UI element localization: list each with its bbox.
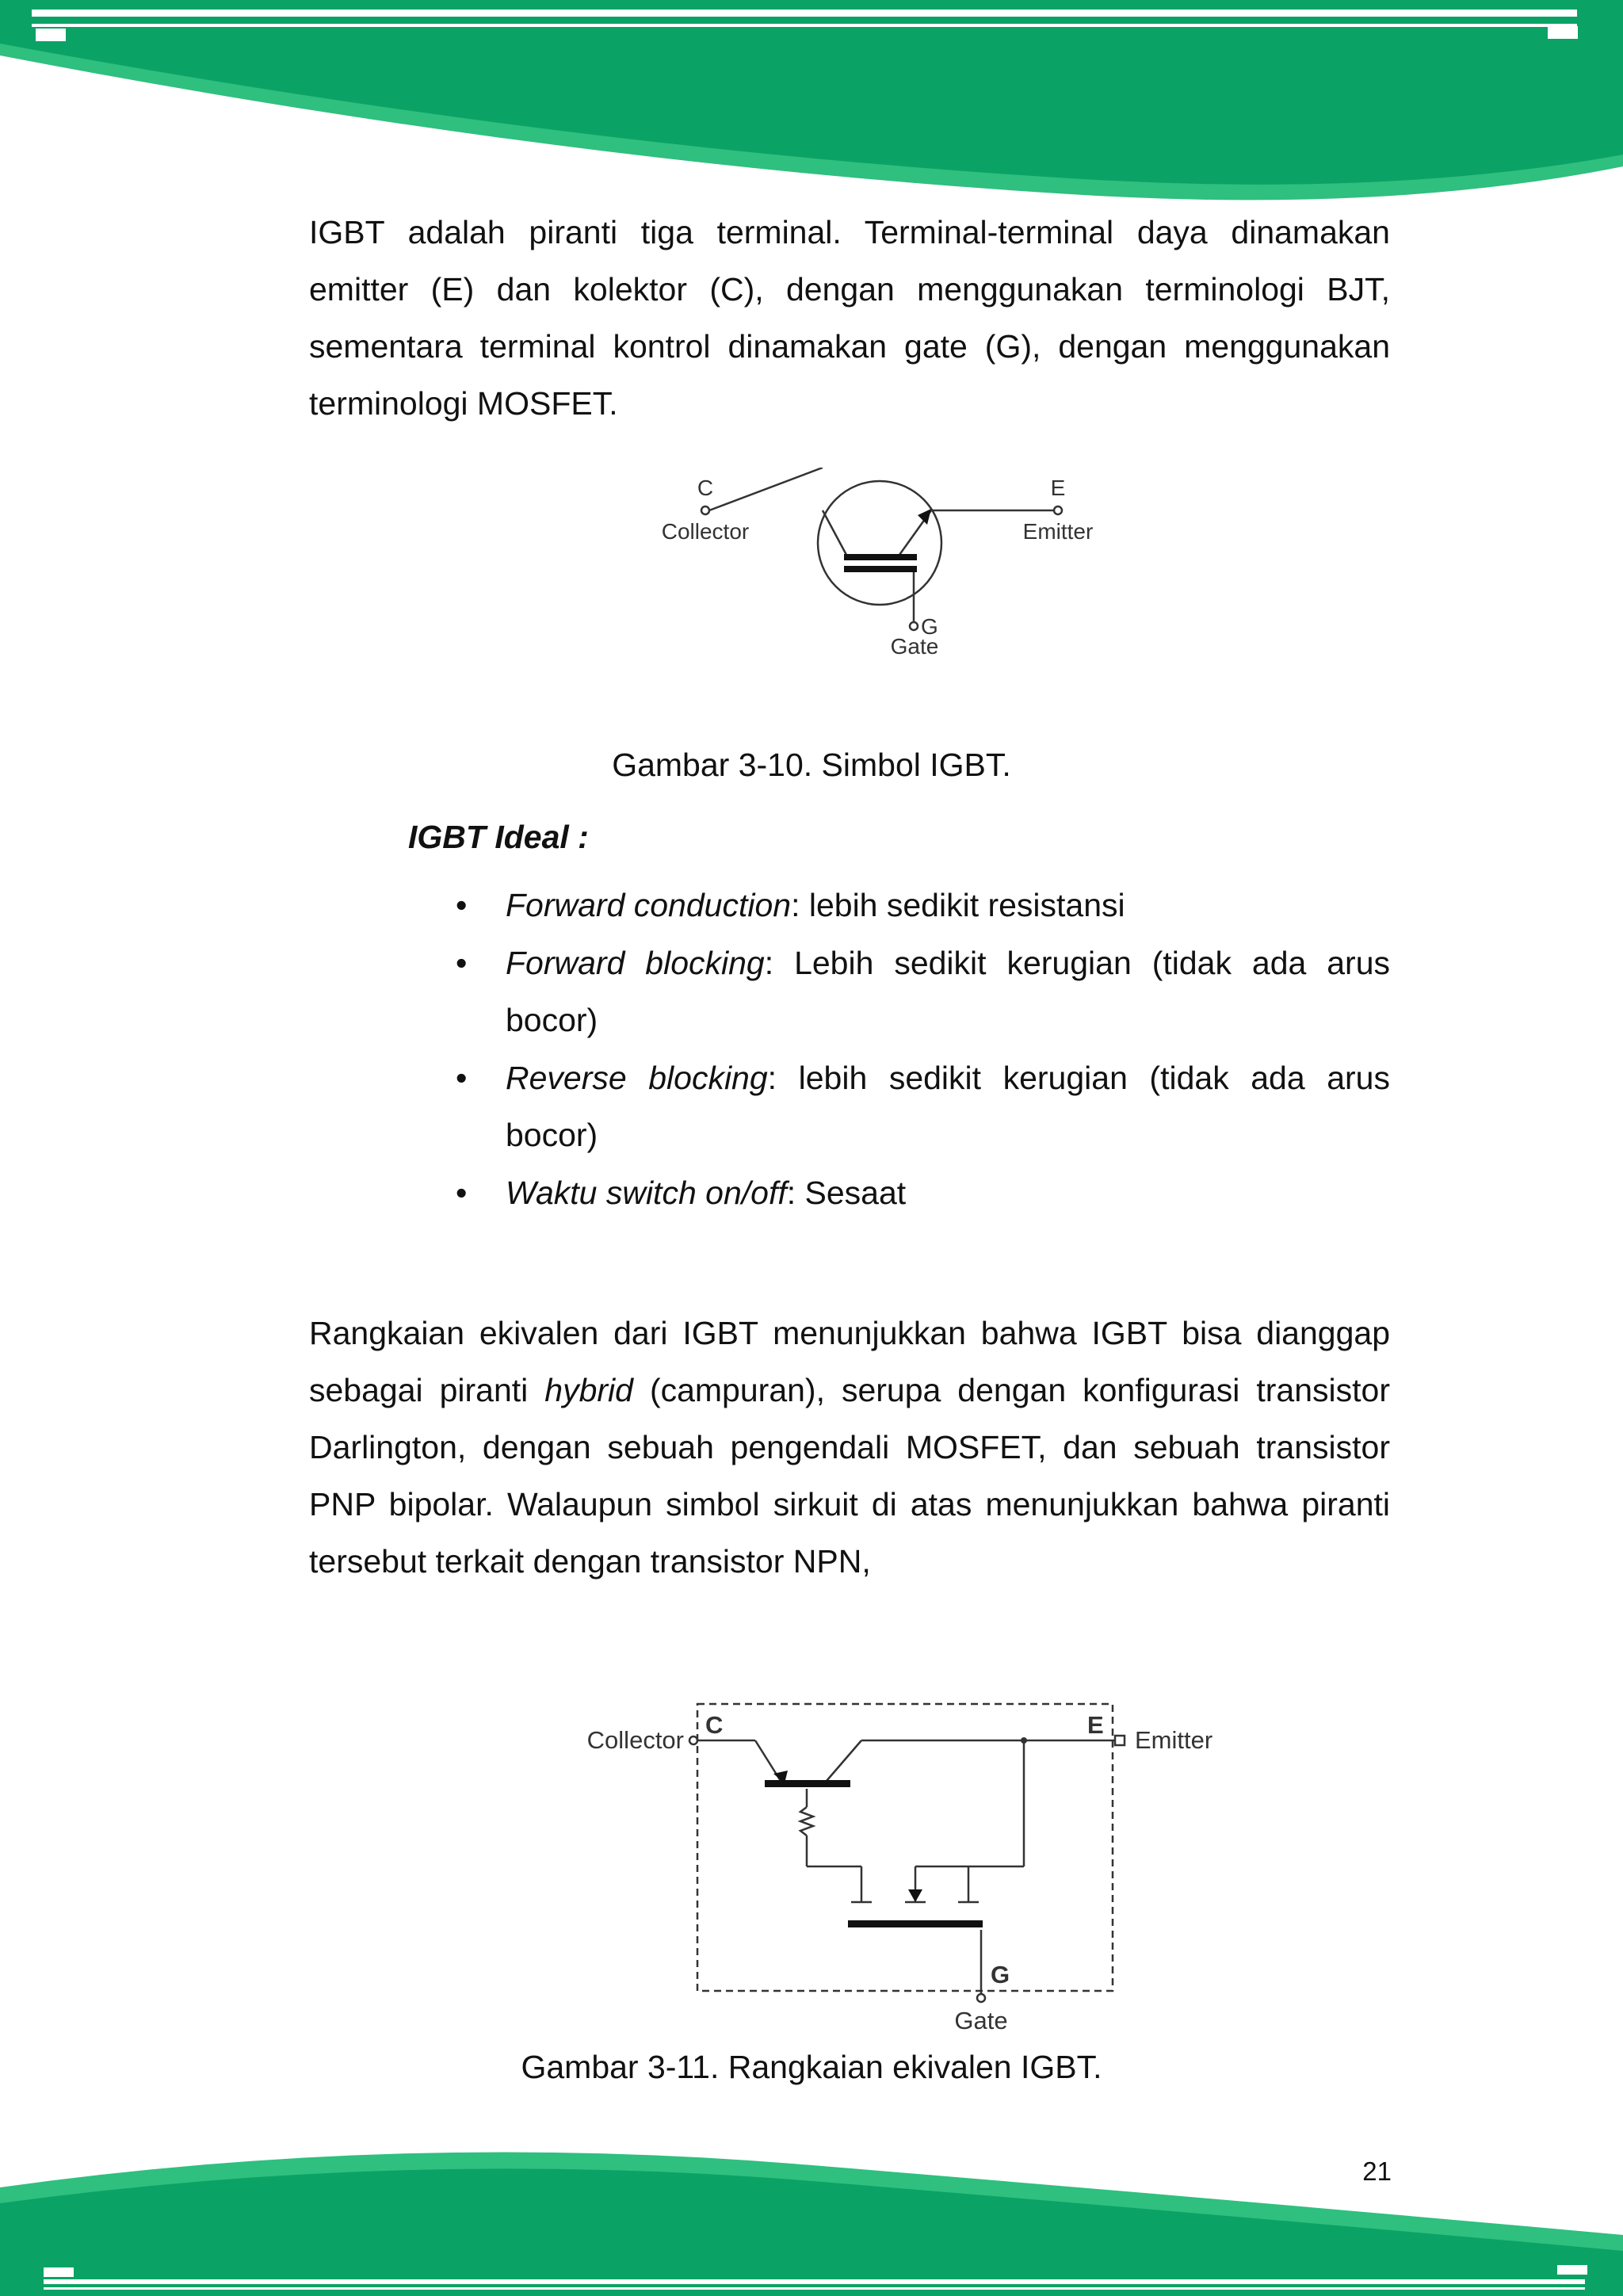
intro-paragraph [309,204,1390,432]
bullet-icon: • [456,1175,468,1211]
equivalent-circuit-paragraph [309,1305,1390,1590]
list-item-term: Forward blocking [506,945,765,981]
emitter-terminal [1115,1736,1125,1745]
collector-label: Collector [586,1726,684,1754]
list-item-desc: : lebih sedikit kerugian (tidak ada arus bocor) [506,1060,1390,1153]
emitter-label: Emitter [1135,1726,1213,1754]
pnp-base-bar [765,1780,850,1787]
list-item-desc: : Sesaat [786,1175,907,1211]
igbt-symbol-figure [650,468,1109,666]
bullet-icon: • [456,945,468,981]
list-item-term: Waktu switch on/off [506,1175,787,1211]
junction-dot [1021,1737,1027,1744]
list-item [456,877,1390,934]
channel-bar [844,554,917,560]
mosfet-body-arrow [908,1889,922,1902]
igbt-symbol-drawing [701,468,1062,630]
emitter-label: Emitter [1022,519,1094,544]
collector-letter: C [705,1711,724,1739]
emitter-letter: E [1050,476,1066,500]
emitter-terminal [1054,506,1062,514]
footer-decoration [0,2132,1623,2296]
gate-terminal [977,1994,985,2002]
ideal-list [456,877,1390,1222]
list-item [456,1049,1390,1163]
mosfet-gate-bar [848,1920,983,1927]
emitter-letter: E [1087,1711,1104,1739]
page-number: 21 [1362,2157,1392,2186]
ideal-heading: IGBT Ideal : [408,819,589,855]
collector-label: Collector [661,519,750,544]
collector-lead [709,468,823,510]
list-item-desc: : Lebih sedikit kerugian (tidak ada arus bocor) [506,945,1390,1038]
list-item-desc: : lebih sedikit resistansi [791,887,1125,923]
bullet-icon: • [456,1060,468,1096]
collector-diagonal [823,510,846,555]
list-item [456,934,1390,1049]
figure-1-caption: Gambar 3-10. Simbol IGBT. [612,747,1011,783]
header-decoration [0,0,1623,214]
gate-letter: G [991,1961,1010,1988]
collector-letter: C [697,476,714,500]
intro-paragraph-text: IGBT adalah piranti tiga terminal. Terminal-terminal daya dinamakan emitter (E) dan kolektor (C), dengan menggunakan terminologi BJT, sementara terminal kontrol dinamakan gate (G), dengan menggunakan terminologi MOSFET. [309,214,1390,422]
collector-terminal [701,506,709,514]
paragraph-text-part: Rangkaian ekivalen dari IGBT menunjukkan bahwa IGBT bisa dianggap sebagai piranti [309,1315,1390,1408]
collector-terminal [689,1736,697,1744]
gate-letter: G [921,614,938,639]
figure-2-caption: Gambar 3-11. Rangkaian ekivalen IGBT. [521,2049,1102,2085]
circuit-wiring [689,1736,1125,2002]
equivalent-circuit-text [309,1305,1390,1590]
list-item-term: Reverse blocking [506,1060,768,1096]
bullet-icon: • [456,887,468,923]
igbt-equivalent-circuit-figure [563,1688,1244,2037]
gate-label: Gate [954,2007,1008,2034]
gate-bar [844,566,917,572]
pnp-collector-diagonal [827,1740,861,1781]
emitter-arrow [918,509,931,525]
list-item [456,1164,1390,1221]
list-item-term: Forward conduction [506,887,792,923]
paragraph-emphasis: hybrid [544,1372,633,1408]
paragraph-text-part: (campuran), serupa dengan konfigurasi transistor Darlington, dengan sebuah pengendali MOSFET, dan sebuah transistor PNP bipolar. Walaupun simbol sirkuit di atas menunjukkan bahwa piranti tersebut terkait dengan transistor NPN, [309,1372,1390,1580]
transistor-circle [818,481,941,605]
gate-label: Gate [890,634,939,659]
base-resistor [800,1807,813,1836]
gate-terminal [910,622,918,630]
